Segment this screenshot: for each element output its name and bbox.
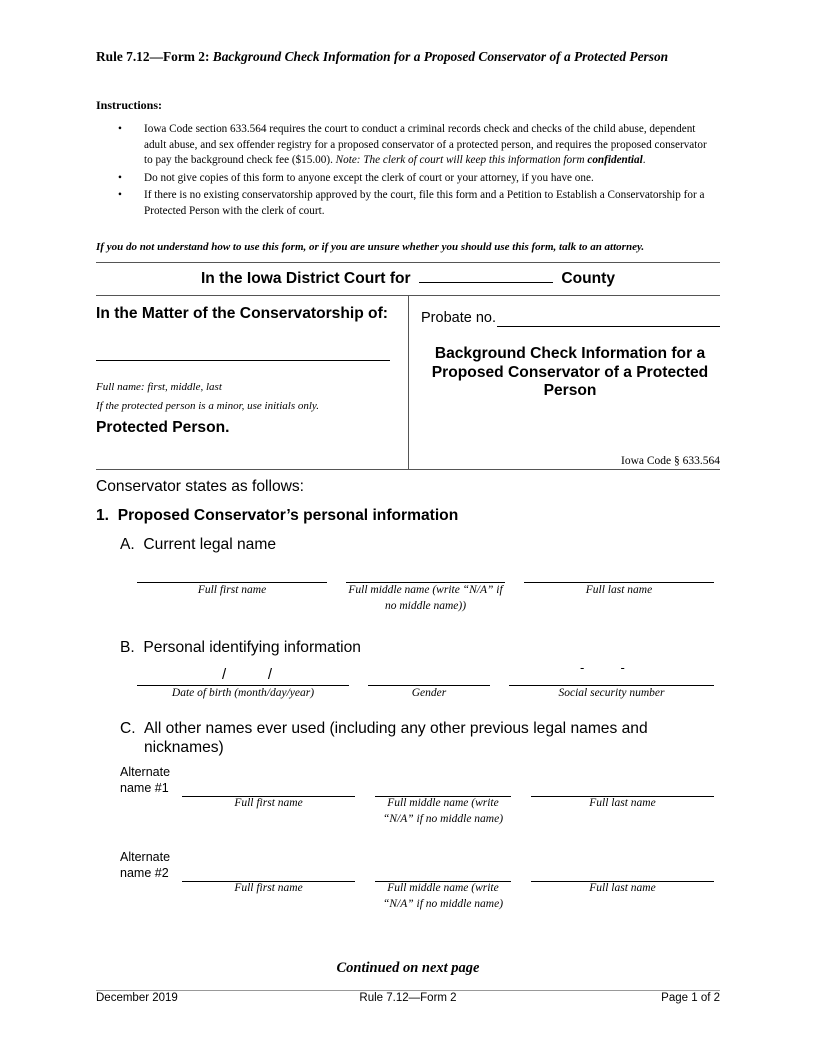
first-name-caption: Full first name (197, 584, 267, 596)
instruction-item: • If there is no existing conservatorship approved by the court, file this form and a Petition to Establish a Conservatorship for a Protected Person with the clerk of court. (118, 189, 705, 217)
section-1-heading: 1. Proposed Conservator’s personal information (96, 507, 459, 524)
protected-person-name-field[interactable] (96, 360, 390, 361)
court-heading: In the Iowa District Court for County (200, 270, 616, 287)
instruction-item: • Do not give copies of this form to anyone except the clerk of court or your attorney, if you have one. (118, 171, 594, 184)
full-name-hint: Full name: first, middle, last (96, 381, 222, 393)
footer-date: December 2019 (96, 992, 178, 1004)
alt1-first-caption: Full first name (234, 797, 303, 809)
title-prefix: Rule 7.12—Form 2: (96, 49, 210, 64)
footer-page: Page 1 of 2 (661, 992, 720, 1004)
iowa-code: Iowa Code § 633.564 (620, 455, 720, 467)
attorney-warning: If you do not understand how to use this form, or if you are unsure whether you should use this form, talk to an attorney. (96, 241, 645, 253)
instruction-item: • Iowa Code section 633.564 requires the court to conduct a criminal records check and checks of the child abuse, dependent adult abuse, and sex offender registry for a proposed conservator of a protected person, and requires the proposed conservator to pay the background check fee ($15.00). Note: The clerk of court will keep this information form confidential. (118, 123, 707, 167)
dob-slashes: / / (222, 666, 273, 683)
gender-caption: Gender (411, 687, 447, 699)
subsection-b: B. Personal identifying information (120, 639, 361, 656)
title-italic: Background Check Information for a Proposed Conservator of a Protected Person (212, 49, 669, 64)
dob-caption: Date of birth (month/day/year) (171, 687, 315, 699)
conservator-states: Conservator states as follows: (96, 478, 305, 495)
alternate-name-2-label: Alternate name #2 (120, 850, 171, 880)
probate-number-field[interactable] (497, 326, 720, 327)
ssn-dashes: - - (580, 660, 625, 675)
alternate-name-1-label: Alternate name #1 (120, 765, 171, 795)
footer-divider (96, 990, 720, 991)
ssn-caption: Social security number (558, 687, 665, 699)
probate-label: Probate no. (421, 310, 496, 326)
caption-divider (408, 295, 409, 469)
subsection-a: A. Current legal name (120, 536, 277, 553)
footer-form: Rule 7.12—Form 2 (359, 992, 457, 1004)
subsection-c: C. All other names ever used (including any other previous legal names and nicknames) (120, 720, 648, 756)
alt2-middle-caption: Full middle name (write “N/A” if no middle name) (382, 882, 504, 910)
protected-person-label: Protected Person. (96, 419, 230, 436)
matter-heading: In the Matter of the Conservatorship of: (96, 305, 388, 322)
divider (96, 469, 720, 470)
form-heading: Background Check Information for a Proposed Conservator of a Protected Person (431, 345, 709, 399)
form-title (96, 48, 716, 65)
last-name-caption: Full last name (585, 584, 653, 596)
continued-note: Continued on next page (336, 960, 480, 976)
alt2-last-caption: Full last name (589, 882, 656, 894)
divider (96, 262, 720, 263)
instructions-heading: Instructions: (96, 98, 163, 112)
alt1-last-caption: Full last name (589, 797, 656, 809)
alt2-first-caption: Full first name (234, 882, 303, 894)
county-field[interactable] (419, 268, 553, 283)
instructions-list (96, 122, 716, 222)
minor-hint: If the protected person is a minor, use initials only. (96, 400, 319, 412)
middle-name-caption: Full middle name (write “N/A” if no middle name)) (348, 584, 503, 612)
alt1-middle-caption: Full middle name (write “N/A” if no middle name) (382, 797, 504, 825)
